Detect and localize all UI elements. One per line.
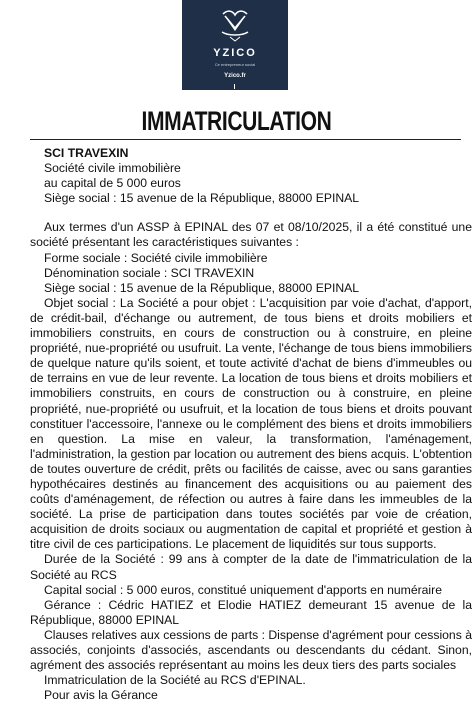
company-capital: au capital de 5 000 euros bbox=[44, 176, 181, 191]
duree-societe: Durée de la Société : 99 ans à compter de la date de l'immatriculation de la Société au RCS bbox=[30, 552, 472, 582]
siege-social: Siège social : 15 avenue de la République, 88000 EPINAL bbox=[44, 280, 360, 295]
clauses-cessions: Clauses relatives aux cessions de parts : Dispense d'agrément pour cessions à associés, conjoints d'associés, ascendants ou descendants du cédant. Sinon, agrément des associés représentant au moins les deux tiers des parts sociales bbox=[30, 627, 472, 673]
immatriculation-rcs: Immatriculation de la Société au RCS d'EPINAL. bbox=[44, 673, 306, 688]
notice-content bbox=[30, 146, 472, 703]
denomination-sociale: Dénomination sociale : SCI TRAVEXIN bbox=[44, 265, 255, 280]
logo-brand-name: YZICO bbox=[213, 47, 257, 59]
page-title: IMMATRICULATION bbox=[141, 106, 332, 136]
yzico-emblem-icon bbox=[219, 8, 251, 42]
yzico-logo bbox=[182, 0, 288, 90]
intro-paragraph: Aux termes d'un ASSP à EPINAL des 07 et 08/10/2025, il a été constitué une société présentant les caractéristiques suivantes : bbox=[30, 220, 472, 250]
capital-social: Capital social : 5 000 euros, constitué uniquement d'apports en numéraire bbox=[44, 582, 442, 597]
company-type: Société civile immobilière bbox=[44, 161, 181, 176]
signature-line: Pour avis la Gérance bbox=[44, 688, 158, 703]
forme-sociale: Forme sociale : Société civile immobilière bbox=[44, 250, 268, 265]
logo-url: Yzico.fr bbox=[224, 73, 246, 79]
title-underline bbox=[30, 139, 461, 140]
logo-tagline: Ce entrepreneur social bbox=[214, 62, 256, 67]
company-seat: Siège social : 15 avenue de la République, 88000 EPINAL bbox=[44, 191, 360, 206]
logo-divider bbox=[234, 84, 235, 89]
spacer bbox=[30, 206, 472, 220]
company-name: SCI TRAVEXIN bbox=[44, 146, 129, 160]
gerance: Gérance : Cédric HATIEZ et Elodie HATIEZ demeurant 15 avenue de la République, 88000 EPINAL bbox=[30, 597, 472, 627]
objet-social: Objet social : La Société a pour objet : L'acquisition par voie d'achat, d'apport, de crédit-bail, d'échange ou autrement, de tous biens et droits mobiliers et immobiliers construits, en cours de construction ou à construire, en pleine propriété, nue-propriété ou usufruit. La vente, l'échange de tous biens immobiliers de quelque nature qu'ils soient, et toute activité d'achat de biens d'immeubles ou de terrains en vue de leur revente. La location de tous biens et droits mobiliers et immobiliers construits, en cours de construction ou à construire, en pleine propriété, nue-propriété ou usufruit, et la location de tous biens et droits pouvant constituer l'accessoire, l'annexe ou le complément des biens et droits immobiliers en question. La mise en valeur, la transformation, l'aménagement, l'administration, la gestion par location ou autrement des biens acquis. L'obtention de toutes ouverture de crédit, prêts ou facilités de caisse, avec ou sans garanties hypothécaires destinés au financement des acquisitions ou au paiement des coûts d'aménagement, de réfection ou autres à faire dans les immeubles de la société. La prise de participation dans toutes sociétés par voie de création, acquisition de droits sociaux ou augmentation de capital et propriété et gestion à titre civil de ces participations. Le placement de liquidités sur tous supports. bbox=[30, 295, 472, 552]
